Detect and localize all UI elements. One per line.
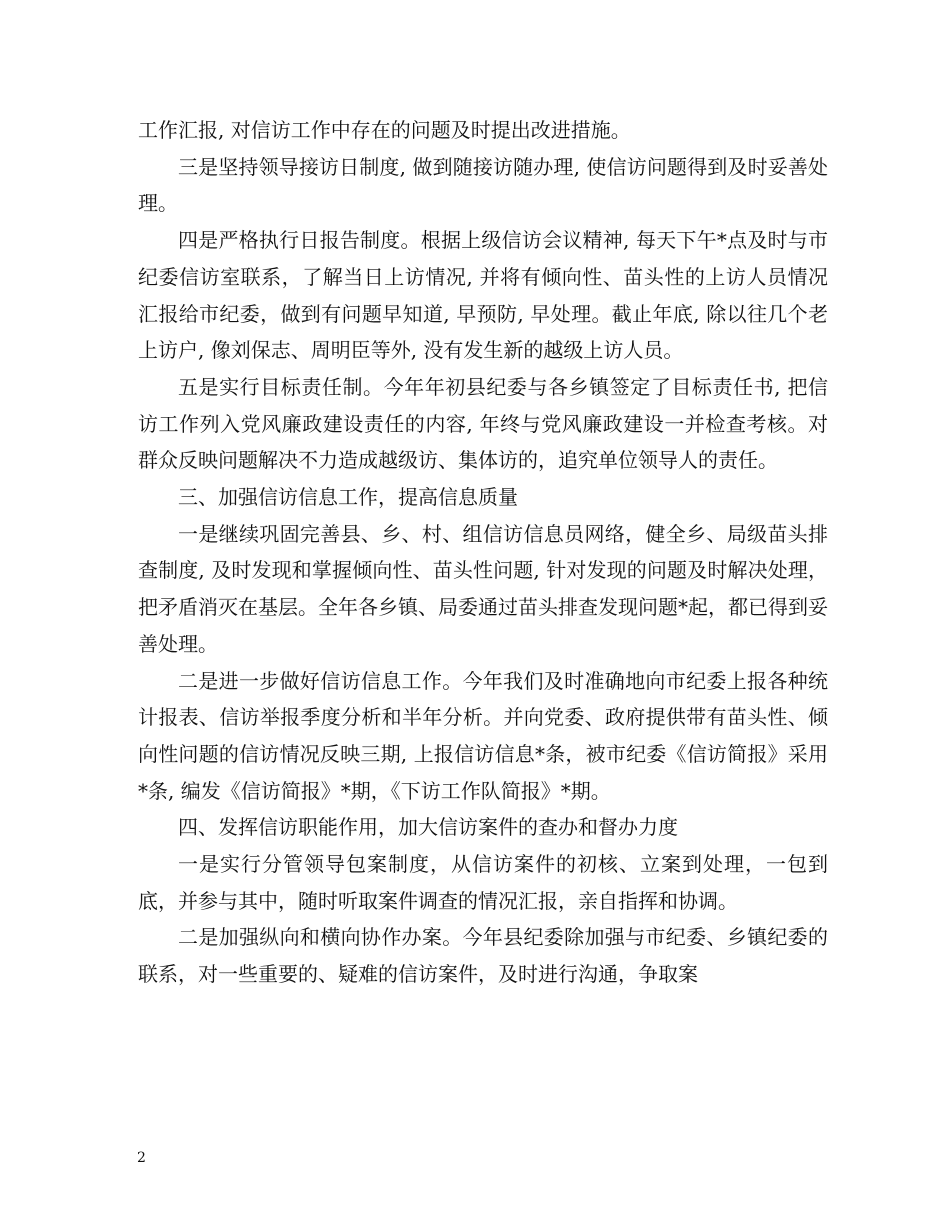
paragraph-7: 二是进一步做好信访信息工作。今年我们及时准确地向市纪委上报各种统计报表、信访举报季度分析和半年分析。并向党委、政府提供带有苗头性、倾向性问题的信访情况反映三期, 上报信访信息*条，被市纪委《信访简报》采用*条, 编发《信访简报》*期，《下访工作队简报》*期。	[138, 668, 828, 803]
paragraph-6: 一是继续巩固完善县、乡、村、组信访信息员网络，健全乡、局级苗头排查制度, 及时发现和掌握倾向性、苗头性问题, 针对发现的问题及时解决处理，把矛盾消灭在基层。全年各乡镇、局委通过苗头排查发现问题*起，都已得到妥善处理。	[138, 521, 828, 656]
paragraph-4: 五是实行目标责任制。今年年初县纪委与各乡镇签定了目标责任书, 把信访工作列入党风廉政建设责任的内容, 年终与党风廉政建设一并检查考核。对群众反映问题解决不力造成越级访、集体访的，追究单位领导人的责任。	[138, 374, 828, 473]
document-body	[138, 112, 828, 993]
paragraph-2: 三是坚持领导接访日制度, 做到随接访随办理, 使信访问题得到及时妥善处理。	[138, 154, 828, 216]
section-heading-3: 三、加强信访信息工作，提高信息质量	[178, 485, 518, 510]
paragraph-1: 工作汇报, 对信访工作中存在的问题及时提出改进措施。	[138, 118, 631, 142]
section-heading-4: 四、发挥信访职能作用，加大信访案件的查办和督办力度	[178, 815, 678, 840]
page-number: 2	[137, 1150, 146, 1166]
paragraph-9: 一是实行分管领导包案制度，从信访案件的初核、立案到处理，一包到底，并参与其中，随时听取案件调查的情况汇报，亲自指挥和协调。	[138, 852, 828, 913]
paragraph-10: 二是加强纵向和横向协作办案。今年县纪委除加强与市纪委、乡镇纪委的联系，对一些重要的、疑难的信访案件，及时进行沟通，争取案	[138, 925, 828, 987]
paragraph-3: 四是严格执行日报告制度。根据上级信访会议精神, 每天下午*点及时与市纪委信访室联系，了解当日上访情况, 并将有倾向性、苗头性的上访人员情况汇报给市纪委，做到有问题早知道, 早预防, 早处理。截止年底, 除以往几个老上访户, 像刘保志、周明臣等外, 没有发生新的越级上访人员。	[138, 228, 828, 363]
